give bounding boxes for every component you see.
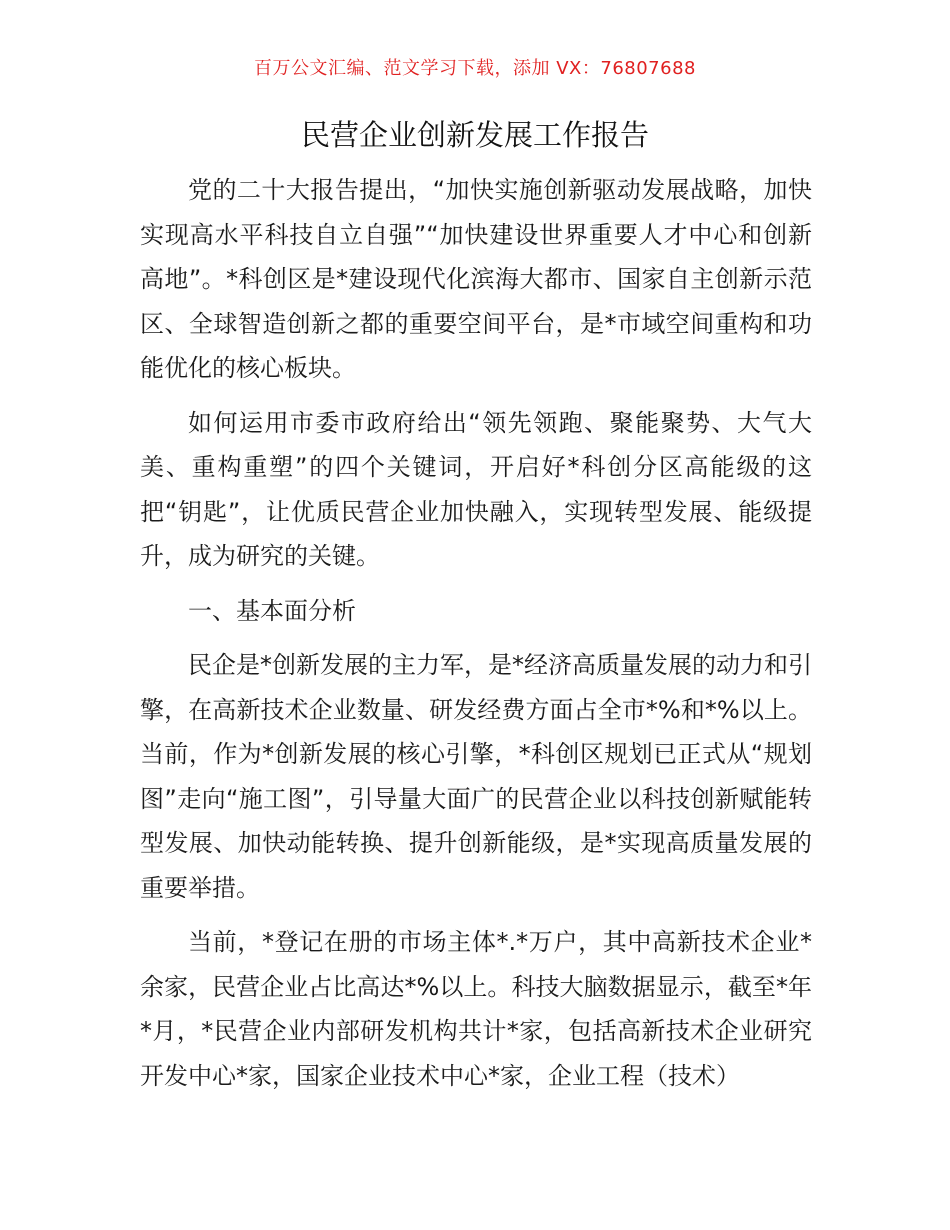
section-heading-1: 一、基本面分析 — [188, 596, 356, 625]
paragraph-intro: 党的二十大报告提出，“加快实施创新驱动发展战略，加快实现高水平科技自立自强”“加快建设世界重要人才中心和创新高地”。*科创区是*建设现代化滨海大都市、国家自主创新示范区、全球智造创新之都的重要空间平台，是*市域空间重构和功能优化的核心板块。 — [140, 176, 812, 382]
paragraph-question: 如何运用市委市政府给出“领先领跑、聚能聚势、大气大美、重构重塑”的四个关键词，开启好*科创分区高能级的这把“钥匙”，让优质民营企业加快融入，实现转型发展、能级提升，成为研究的关键。 — [140, 408, 812, 570]
document-title: 民营企业创新发展工作报告 — [300, 118, 649, 152]
paragraph-analysis: 民企是*创新发展的主力军，是*经济高质量发展的动力和引擎，在高新技术企业数量、研发经费方面占全市*%和*%以上。当前，作为*创新发展的核心引擎，*科创区规划已正式从“规划图”走向“施工图”，引导量大面广的民营企业以科技创新赋能转型发展、加快动能转换、提升创新能级，是*实现高质量发展的重要举措。 — [140, 651, 812, 902]
header-banner: 百万公文汇编、范文学习下载，添加 VX：76807688 — [254, 58, 696, 79]
document-body — [140, 168, 812, 1108]
paragraph-statistics: 当前，*登记在册的市场主体*.*万户，其中高新技术企业*余家，民营企业占比高达*%以上。科技大脑数据显示，截至*年*月，*民营企业内部研发机构共计*家，包括高新技术企业研究开发中心*家，国家企业技术中心*家，企业工程（技术） — [140, 928, 812, 1090]
